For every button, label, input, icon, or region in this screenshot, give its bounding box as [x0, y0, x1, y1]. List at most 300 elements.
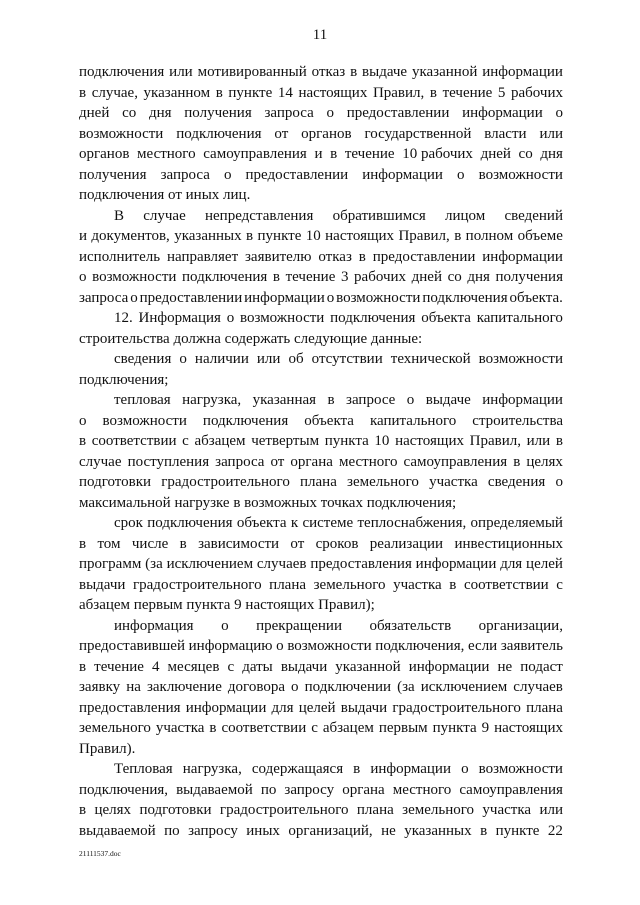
text-word: об — [288, 351, 304, 367]
text-line — [79, 636, 563, 657]
text-word: заключение — [146, 679, 222, 695]
text-word: Правил). — [79, 740, 136, 757]
text-word: в — [79, 658, 87, 675]
text-line — [79, 534, 563, 555]
text-word: теплоснабжения, — [357, 515, 467, 531]
text-word: капитального — [369, 412, 457, 429]
text-word: государственной — [364, 125, 472, 142]
text-word: срок — [114, 515, 143, 531]
text-word: о — [555, 474, 563, 490]
text-word: получения — [495, 269, 563, 285]
text-word: о — [406, 392, 415, 408]
text-word: дней — [480, 146, 511, 162]
text-word: объекта — [421, 310, 471, 326]
text-word: сведения — [114, 351, 172, 367]
text-word: организации, — [478, 617, 563, 634]
text-word: о — [79, 269, 87, 285]
text-word: сведения — [487, 474, 546, 490]
text-word: тепловая — [114, 392, 171, 408]
text-word: указанных — [174, 228, 242, 244]
text-word: сроков — [315, 535, 359, 552]
text-word: в — [246, 228, 254, 244]
text-word: случае — [143, 207, 186, 224]
text-word: если — [468, 638, 498, 654]
text-word: нагрузка, — [182, 392, 242, 408]
text-word: в — [555, 433, 563, 449]
text-word: иных — [246, 822, 280, 839]
text-word: указанных — [404, 822, 472, 839]
text-word: со — [122, 105, 137, 121]
text-word: информации — [362, 166, 443, 183]
text-word: возможности — [287, 638, 372, 654]
text-word: от — [274, 125, 289, 142]
text-word: течение — [344, 146, 395, 162]
text-word: 10 рабочих — [402, 146, 473, 162]
text-word: строительства должна содержать следующие данные: — [79, 330, 423, 347]
text-word: в — [513, 453, 521, 470]
text-word: получения — [79, 166, 147, 183]
text-word: о — [276, 638, 284, 654]
text-word: предоставлении — [139, 289, 243, 306]
text-word: Правил, — [469, 433, 521, 449]
text-word: Тепловая — [114, 761, 173, 777]
text-word: информации — [482, 248, 563, 265]
text-word: земельного — [347, 474, 419, 490]
text-word: рабочих — [511, 84, 563, 101]
text-word: содержащаяся — [251, 761, 344, 777]
text-word: предоставлении — [245, 166, 349, 183]
text-word: обратившимся — [332, 207, 426, 224]
text-line — [79, 103, 563, 124]
text-line — [79, 370, 563, 391]
text-word: для — [271, 699, 294, 716]
text-word: выдаваемой — [176, 781, 253, 798]
text-word: подаст — [520, 658, 563, 675]
text-word: Информация — [138, 310, 221, 326]
text-word: строительства — [472, 412, 563, 429]
text-word: выдачи — [340, 699, 388, 716]
text-word: Правил, — [372, 84, 425, 101]
text-word: В — [114, 207, 125, 224]
text-word: возможности — [478, 166, 563, 183]
text-word: информация — [114, 617, 194, 634]
text-word: подключения — [422, 289, 508, 306]
text-line — [79, 657, 563, 678]
text-word: возможности — [478, 351, 563, 367]
text-word: подключения — [147, 515, 233, 531]
text-word: заявитель — [500, 638, 563, 654]
text-word: системе — [302, 515, 354, 531]
text-word: пункта — [432, 720, 477, 736]
text-word: не — [497, 658, 513, 675]
text-word: программ — [79, 556, 142, 572]
text-word: плана — [269, 576, 307, 593]
text-line — [79, 288, 563, 309]
text-word: исключением — [420, 679, 508, 695]
text-word: 5 — [497, 84, 506, 101]
text-word: выдаче — [362, 64, 408, 80]
text-word: лицом — [445, 207, 486, 224]
text-word: в — [179, 535, 187, 552]
text-word: самоуправления — [403, 453, 508, 470]
text-word: указанной — [411, 64, 478, 80]
text-word: о — [221, 617, 229, 634]
text-line — [79, 452, 563, 473]
text-word: абзацем первым пункта 9 настоящих Правил); — [79, 597, 375, 613]
text-word: месяцев — [167, 658, 220, 675]
text-word: выдаваемой — [79, 822, 156, 839]
text-line — [79, 411, 563, 432]
text-word: случае — [79, 453, 122, 470]
text-line — [79, 800, 563, 821]
text-word: или — [539, 125, 563, 142]
text-word: подключения — [202, 412, 289, 429]
text-word: в — [79, 802, 87, 818]
text-word: информации — [482, 392, 563, 408]
text-word: выдаче — [425, 392, 471, 408]
text-line — [79, 616, 563, 637]
text-word: предоставлении — [372, 248, 476, 265]
text-word: 4 — [151, 658, 160, 675]
text-word: четвертым — [251, 433, 320, 449]
text-word: в — [330, 146, 338, 162]
text-word: 3 — [340, 269, 349, 285]
text-word: от — [290, 535, 305, 552]
text-word: плана — [526, 699, 563, 716]
text-word: органа — [342, 781, 385, 798]
text-word: 14 — [277, 84, 293, 101]
text-line — [79, 554, 563, 575]
text-line — [79, 698, 563, 719]
text-word: запросе — [346, 392, 396, 408]
text-word: о — [326, 289, 335, 306]
text-word: (за — [397, 679, 415, 695]
text-word: в — [327, 392, 335, 408]
text-word: подключения от иных лиц. — [79, 187, 251, 203]
text-word: целей — [298, 699, 336, 716]
text-word: течение — [442, 84, 493, 101]
text-word: органа — [290, 453, 333, 470]
text-word: отсутствии — [311, 351, 383, 367]
text-word: и — [79, 228, 88, 244]
text-word: в — [449, 576, 457, 593]
text-word: 10 — [374, 433, 390, 449]
text-line — [79, 780, 563, 801]
text-word: Правил, — [398, 228, 450, 244]
text-word: участка — [429, 474, 478, 490]
text-word: информацию — [188, 638, 273, 654]
text-word: со — [447, 269, 462, 285]
text-word: или — [256, 351, 281, 367]
text-word: дня — [540, 146, 563, 162]
text-line — [79, 226, 563, 247]
text-word: плана — [300, 474, 337, 490]
text-line — [79, 472, 563, 493]
text-word: возможности — [79, 125, 164, 142]
text-word: дней — [79, 105, 110, 121]
text-word: о — [461, 761, 469, 777]
text-word: абзацем — [194, 433, 246, 449]
document-body — [79, 62, 563, 841]
text-word: случаев — [513, 679, 563, 695]
text-line — [79, 718, 563, 739]
text-word: информации — [462, 105, 543, 121]
text-word: наличии — [194, 351, 249, 367]
text-line — [79, 390, 563, 411]
text-word: прекращении — [256, 617, 342, 634]
text-line — [79, 759, 563, 780]
text-word: случаев — [256, 556, 307, 572]
text-word: и — [314, 146, 323, 162]
text-word: самоуправления — [203, 146, 307, 162]
text-word: информации — [415, 556, 497, 572]
text-word: участка — [393, 576, 442, 593]
text-word: градостроительного — [161, 474, 290, 490]
text-line — [79, 349, 563, 370]
text-word: со — [518, 146, 533, 162]
text-line — [79, 62, 563, 83]
text-word: возможности — [336, 289, 421, 306]
text-word: местного — [392, 781, 452, 798]
text-word: запроса — [79, 289, 129, 306]
text-word: 9 — [481, 720, 490, 736]
text-word: заявителю — [245, 248, 312, 265]
text-word: течение — [285, 269, 336, 285]
text-word: пункте — [228, 84, 273, 101]
text-word: указанном — [143, 84, 211, 101]
text-word: инвестиционных — [454, 535, 563, 552]
text-word: о — [179, 351, 187, 367]
text-word: о — [555, 105, 563, 121]
text-word: о — [326, 105, 334, 121]
text-line — [79, 595, 563, 616]
text-word: плана — [356, 802, 394, 818]
text-word: 22 — [547, 822, 563, 839]
text-word: или — [539, 802, 563, 818]
text-word: дня — [467, 269, 490, 285]
text-word: абзацем — [322, 720, 374, 736]
text-word: в — [480, 822, 488, 839]
text-word: о — [457, 166, 465, 183]
text-word: объекта. — [509, 289, 563, 306]
text-word: целях — [94, 802, 132, 818]
text-word: зависимости — [198, 535, 280, 552]
text-word: возможности — [102, 412, 187, 429]
text-word: подключения — [182, 269, 268, 285]
text-word: для — [500, 556, 523, 572]
text-word: поступления — [127, 453, 210, 470]
text-word: предоставления — [79, 699, 181, 716]
text-word: непредставления — [205, 207, 314, 224]
text-line — [79, 165, 563, 186]
text-word: запроса — [215, 453, 265, 470]
text-word: случае, — [91, 84, 138, 101]
text-word: подключения — [79, 64, 165, 80]
text-word: в — [79, 433, 87, 449]
text-word: 10 — [305, 228, 321, 244]
text-word: первым — [378, 720, 428, 736]
text-word: мотивированный — [197, 64, 307, 80]
text-word: информации — [244, 289, 325, 306]
text-word: реализации — [369, 535, 444, 552]
text-word: по — [260, 781, 277, 798]
text-word: подключения, — [375, 638, 465, 654]
text-word: о — [223, 166, 232, 183]
text-word: возможности — [478, 761, 563, 777]
text-word: о — [226, 310, 235, 326]
text-word: информации — [408, 658, 490, 675]
text-line — [79, 124, 563, 145]
text-word: указанной — [335, 658, 401, 675]
text-line — [79, 206, 563, 227]
text-word: нагрузка, — [182, 761, 242, 777]
text-word: определяемый — [470, 515, 563, 531]
text-word: запроса — [264, 105, 314, 121]
text-word: по — [164, 822, 180, 839]
text-word: полном — [465, 228, 514, 244]
text-word: максимальной нагрузке в возможных точках подключения; — [79, 494, 457, 511]
text-word: информации — [370, 761, 451, 777]
text-word: том — [97, 535, 121, 552]
text-word: пункте — [495, 822, 540, 839]
text-word: предоставлении — [346, 105, 450, 121]
text-word: запросу — [284, 781, 335, 798]
text-word: дня — [148, 105, 172, 121]
text-word: настоящих — [325, 228, 395, 244]
text-word: местного — [137, 146, 196, 162]
text-line — [79, 247, 563, 268]
text-word: 12. — [114, 310, 133, 326]
text-word: исключением — [166, 556, 254, 572]
text-line — [79, 677, 563, 698]
text-word: градостроительного — [133, 576, 262, 593]
text-line — [79, 493, 563, 514]
text-word: власти — [484, 125, 527, 142]
text-word: не — [381, 822, 396, 839]
text-line — [79, 83, 563, 104]
text-word: в — [272, 269, 280, 285]
text-word: отказ — [311, 64, 346, 80]
text-word: организаций, — [288, 822, 373, 839]
text-word: соответствии — [221, 720, 307, 736]
text-word: в — [350, 64, 358, 80]
text-line — [79, 144, 563, 165]
text-word: с — [227, 658, 235, 675]
text-word: в — [454, 228, 462, 244]
text-word: документов, — [91, 228, 170, 244]
text-word: земельного — [313, 576, 386, 593]
text-line — [79, 431, 563, 452]
text-word: участка — [482, 802, 532, 818]
text-word: предоставления — [310, 556, 412, 572]
text-line — [79, 267, 563, 288]
text-word: технической — [390, 351, 471, 367]
text-word: с — [311, 720, 318, 736]
text-word: получения — [184, 105, 252, 121]
text-word: подключения — [330, 310, 416, 326]
text-word: настоящих — [298, 84, 368, 101]
text-word: в — [79, 84, 87, 101]
text-word: самоуправления — [459, 781, 563, 798]
text-word: объекта — [236, 515, 287, 531]
text-word: даты — [242, 658, 273, 675]
text-word: сведений — [504, 207, 563, 224]
text-word: выдачи — [280, 658, 328, 675]
text-word: подключении — [304, 679, 392, 695]
text-line — [79, 308, 563, 329]
text-word: с — [556, 576, 563, 593]
text-word: подключения, — [79, 781, 169, 798]
text-word: участка — [155, 720, 205, 736]
text-word: обязательств — [369, 617, 452, 634]
text-word: или — [526, 433, 551, 449]
text-word: органов — [79, 146, 130, 162]
text-word: течение — [94, 658, 144, 675]
text-word: объекта — [304, 412, 354, 429]
text-line — [79, 575, 563, 596]
text-word: рабочих — [354, 269, 407, 285]
text-word: в — [215, 84, 223, 101]
text-word: пункте — [257, 228, 302, 244]
text-word: соответствии — [91, 433, 177, 449]
text-word: целях — [526, 453, 563, 470]
text-word: подготовки — [139, 802, 212, 818]
text-word: капитального — [476, 310, 563, 326]
text-word: выдачи — [79, 576, 126, 593]
text-word: дней — [411, 269, 442, 285]
text-word: от — [270, 453, 285, 470]
text-word: в — [209, 720, 217, 736]
page-number: 11 — [312, 27, 328, 43]
text-word: с — [182, 433, 189, 449]
text-word: запросу — [188, 822, 238, 839]
text-word: земельного — [79, 720, 151, 736]
text-line — [79, 739, 563, 760]
text-word: подготовки — [79, 474, 152, 490]
text-word: в — [353, 761, 361, 777]
text-word: информации — [482, 64, 563, 80]
text-word: возможности — [240, 310, 325, 326]
text-word: предоставившей — [79, 638, 185, 654]
text-word: или — [169, 64, 193, 80]
text-word: подключения; — [79, 371, 169, 388]
text-word: в — [79, 535, 87, 552]
text-word: к — [290, 515, 299, 531]
footer-filename: 21111537.doc — [79, 849, 121, 858]
text-word: направляет — [166, 248, 239, 265]
text-word: в — [358, 248, 366, 265]
text-line — [79, 821, 563, 842]
text-word: местного — [338, 453, 398, 470]
text-word: земельного — [402, 802, 475, 818]
text-word: настоящих — [494, 720, 563, 736]
text-line — [79, 185, 563, 206]
text-word: пункта — [324, 433, 369, 449]
text-word: отказ — [318, 248, 352, 265]
text-word: информации — [185, 699, 267, 716]
text-word: о — [291, 679, 299, 695]
text-word: органов — [301, 125, 352, 142]
text-word: заявку — [79, 679, 121, 695]
text-word: указанная — [252, 392, 317, 408]
text-word: объеме — [517, 228, 563, 244]
text-word: числе — [131, 535, 169, 552]
text-word: (за — [145, 556, 163, 572]
text-line — [79, 329, 563, 350]
text-word: настоящих — [395, 433, 464, 449]
text-line — [79, 513, 563, 534]
text-word: запроса — [160, 166, 210, 183]
